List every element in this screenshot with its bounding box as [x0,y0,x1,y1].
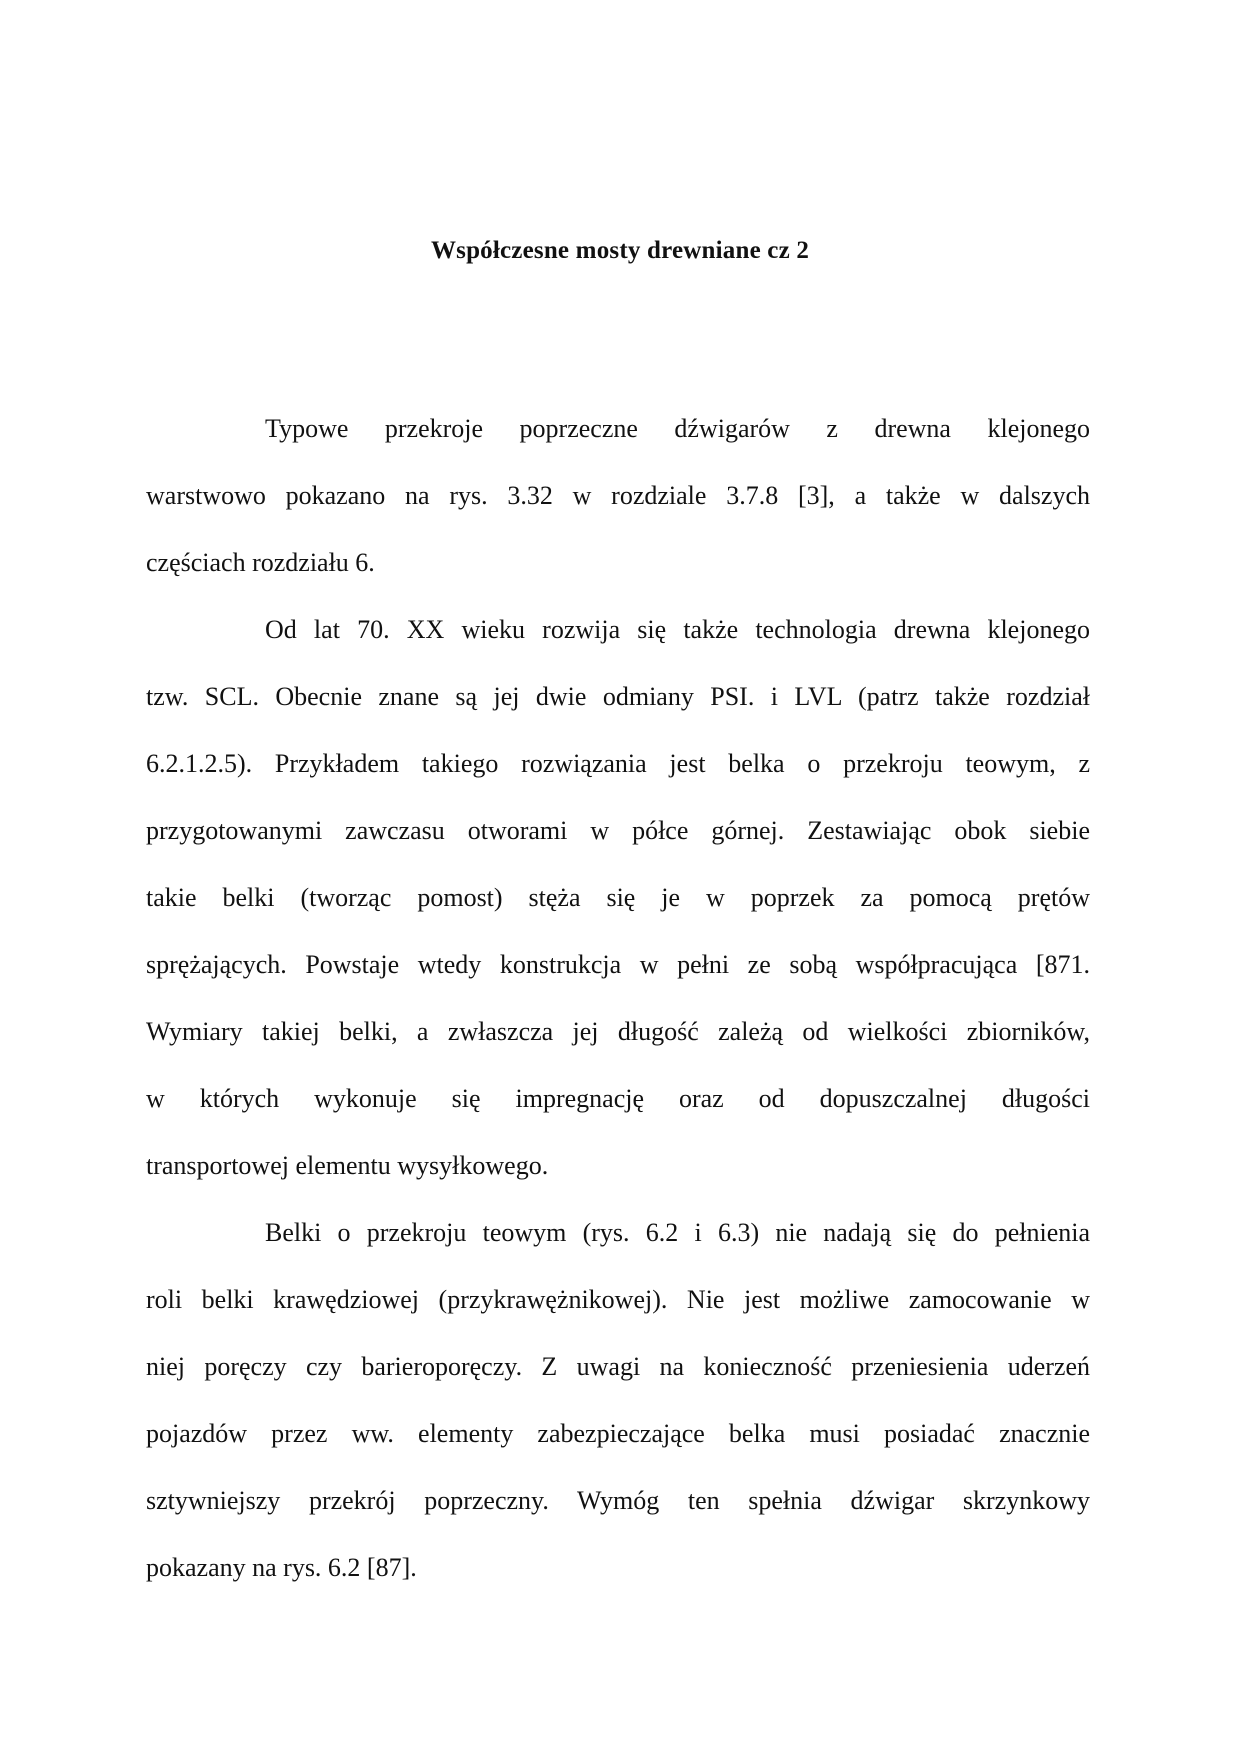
paragraph-2-line-1: Od lat 70. XX wieku rozwija się także technologia drewna klejonego [265,615,1090,644]
paragraph-3-line-3: niej poręczy czy barieroporęczy. Z uwagi na konieczność przeniesienia uderzeń [146,1352,1090,1381]
paragraph-3-line-1: Belki o przekroju teowym (rys. 6.2 i 6.3) nie nadają się do pełnienia [265,1218,1090,1247]
paragraph-2-line-3: 6.2.1.2.5). Przykładem takiego rozwiązania jest belka o przekroju teowym, z [146,749,1090,778]
paragraph-1-line-1: Typowe przekroje poprzeczne dźwigarów z drewna klejonego [265,414,1090,443]
paragraph-2-line-6: sprężających. Powstaje wtedy konstrukcja w pełni ze sobą współpracująca [871. [146,950,1090,979]
paragraph-2-line-4: przygotowanymi zawczasu otworami w półce górnej. Zestawiając obok siebie [146,816,1090,845]
paragraph-2-line-9: transportowej elementu wysyłkowego. [146,1151,549,1180]
paragraph-2-line-8: w których wykonuje się impregnację oraz od dopuszczalnej długości [146,1084,1090,1113]
paragraph-3-line-5: sztywniejszy przekrój poprzeczny. Wymóg ten spełnia dźwigar skrzynkowy [146,1486,1090,1515]
paragraph-1-line-2: warstwowo pokazano na rys. 3.32 w rozdziale 3.7.8 [3], a także w dalszych [146,481,1090,510]
document-title: Współczesne mosty drewniane cz 2 [430,237,810,264]
paragraph-2-line-5: takie belki (tworząc pomost) stęża się je w poprzek za pomocą prętów [146,883,1090,912]
paragraph-3-line-6: pokazany na rys. 6.2 [87]. [146,1553,417,1582]
paragraph-2-line-7: Wymiary takiej belki, a zwłaszcza jej długość zależą od wielkości zbiorników, [146,1017,1090,1046]
paragraph-3-line-4: pojazdów przez ww. elementy zabezpieczające belka musi posiadać znacznie [146,1419,1090,1448]
paragraph-1-line-3: częściach rozdziału 6. [146,548,375,577]
paragraph-2-line-2: tzw. SCL. Obecnie znane są jej dwie odmiany PSI. i LVL (patrz także rozdział [146,682,1090,711]
paragraph-3-line-2: roli belki krawędziowej (przykrawężnikowej). Nie jest możliwe zamocowanie w [146,1285,1090,1314]
